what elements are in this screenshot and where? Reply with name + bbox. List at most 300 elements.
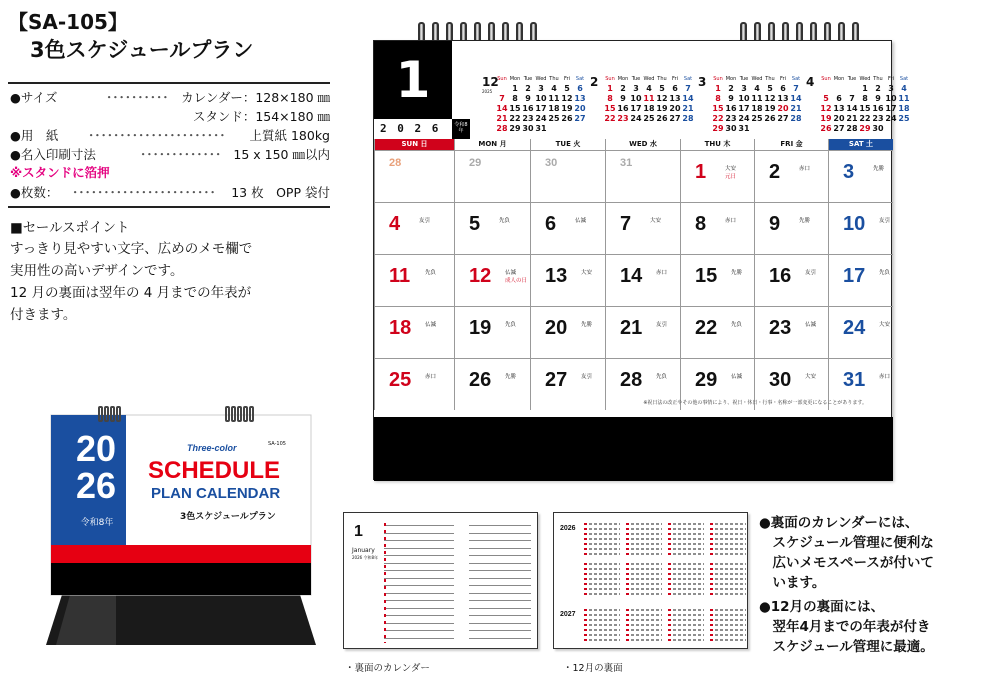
caption-december-back: ・12月の裏面: [563, 663, 623, 674]
mini-weekday: Thu: [549, 76, 559, 82]
memo-line: [384, 525, 454, 526]
leader-dots: ･･････････････････････: [88, 128, 226, 143]
rokuyo-label: 赤口: [725, 218, 737, 224]
mini-day: 3: [633, 84, 639, 93]
mini-day: 4: [754, 84, 760, 93]
bullet-year-table: ●12月の裏面には、 翌年4月までの年表が付き スケジュール管理に最適。: [759, 599, 934, 655]
back-calendar-thumbnail: [343, 512, 538, 649]
year-table-sunday: [710, 563, 713, 595]
desk-year: [66, 430, 126, 504]
mini-day: 5: [767, 84, 773, 93]
desk-plan-title: PLAN CALENDAR: [151, 485, 281, 502]
year-table-month: [710, 609, 746, 641]
weekday-header-cell: SAT 土: [828, 139, 893, 150]
day-number: 12: [469, 265, 492, 287]
rokuyo-label: 友引: [805, 270, 817, 276]
mini-day: 14: [790, 94, 802, 103]
memo-line: [384, 608, 454, 609]
bullet-memo-space: ●裏面のカレンダーには、 スケジュール管理に便利な 広いメモスペースが付いて います。: [759, 515, 934, 591]
mini-day: 31: [535, 124, 547, 133]
mini-month-number: 2: [590, 75, 599, 89]
mini-day: 26: [656, 114, 668, 123]
mini-day: 12: [764, 94, 776, 103]
rokuyo-label: 先負: [879, 270, 891, 276]
memo-line: [469, 578, 531, 579]
mini-day: 5: [564, 84, 570, 93]
day-cell: [680, 202, 754, 254]
memo-line: [469, 638, 531, 639]
mini-day: 14: [846, 104, 858, 113]
mini-day: 29: [509, 124, 521, 133]
day-cell: [605, 202, 680, 254]
mini-day: 10: [630, 94, 642, 103]
mini-day: 3: [538, 84, 544, 93]
weekday-header-cell: FRI 金: [754, 139, 828, 150]
holiday-marker: [384, 523, 386, 643]
mini-day: 9: [525, 94, 531, 103]
rokuyo-label: 先負: [499, 218, 511, 224]
year-table-month: [626, 609, 662, 641]
day-number: 21: [620, 317, 643, 339]
mini-day: 23: [522, 114, 534, 123]
day-number: 24: [843, 317, 866, 339]
memo-line: [384, 563, 454, 564]
thumb-year-2026: 2026: [560, 525, 576, 532]
mini-day: 28: [682, 114, 694, 123]
mini-day: 2: [620, 84, 626, 93]
day-cell: [530, 150, 605, 202]
memo-line: [469, 533, 531, 534]
rokuyo-label: 仏滅: [805, 322, 817, 328]
year-table-month: [584, 563, 620, 595]
mini-weekday: Sun: [497, 76, 507, 82]
mini-day: 9: [728, 94, 734, 103]
mini-day: 30: [522, 124, 534, 133]
mini-weekday: Sat: [791, 76, 801, 82]
day-cell: [754, 306, 828, 358]
mini-weekday: Fri: [672, 76, 678, 82]
rokuyo-label: 大安: [581, 270, 593, 276]
day-number: 11: [389, 265, 411, 287]
mini-day: 16: [872, 104, 884, 113]
mini-day: 17: [630, 104, 642, 113]
day-cell: [754, 202, 828, 254]
memo-line: [469, 600, 531, 601]
spec-print-value: 15 x 150 ㎜以内: [233, 147, 330, 162]
mini-day: 13: [777, 94, 789, 103]
mini-weekday: Thu: [765, 76, 775, 82]
day-cell: [374, 202, 454, 254]
mini-day: 19: [764, 104, 776, 113]
year-table-sunday: [584, 523, 587, 555]
mini-day: 2: [525, 84, 531, 93]
mini-day: 29: [859, 124, 871, 133]
bottom-black-band: [374, 417, 893, 481]
year-table-sunday: [668, 563, 671, 595]
mini-day: 24: [738, 114, 750, 123]
mini-day: 21: [682, 104, 694, 113]
era-label: 令和8年: [452, 119, 470, 139]
thumb-month-en: January: [352, 547, 375, 554]
memo-line: [384, 593, 454, 594]
memo-line: [384, 585, 454, 586]
desk-jp-name: 3色スケジュールプラン: [180, 512, 276, 522]
mini-day: 3: [888, 84, 894, 93]
weekday-header-cell: WED 水: [605, 139, 680, 150]
mini-day: 10: [885, 94, 897, 103]
mini-day: 7: [499, 94, 505, 103]
mini-day: 18: [898, 104, 910, 113]
mini-weekday: Mon: [725, 76, 737, 82]
year-table-sunday: [626, 523, 629, 555]
mini-weekday: Fri: [888, 76, 894, 82]
year-table-sunday: [710, 609, 713, 641]
mini-year: 2025: [482, 89, 493, 94]
rokuyo-label: 先負: [425, 270, 437, 276]
day-number: 19: [469, 317, 492, 339]
spec-paper-label: ●用 紙: [10, 128, 59, 143]
mini-day: 7: [793, 84, 799, 93]
mini-day: 28: [790, 114, 802, 123]
mini-day: 6: [780, 84, 786, 93]
mini-day: 18: [643, 104, 655, 113]
rokuyo-label: 友引: [879, 218, 891, 224]
month-number: 1: [374, 41, 452, 119]
day-cell: [454, 306, 530, 358]
thumb-year-2027: 2027: [560, 611, 576, 618]
day-number: 29: [695, 369, 718, 391]
mini-day: 4: [901, 84, 907, 93]
mini-weekday: Sun: [821, 76, 831, 82]
mini-weekday: Tue: [523, 76, 533, 82]
mini-day: 26: [561, 114, 573, 123]
mini-day: 22: [712, 114, 724, 123]
memo-line: [384, 578, 454, 579]
day-number: 28: [389, 157, 402, 169]
mini-day: 4: [646, 84, 652, 93]
mini-day: 25: [898, 114, 910, 123]
mini-day: 11: [751, 94, 763, 103]
mini-day: 18: [548, 104, 560, 113]
mini-day: 8: [607, 94, 613, 103]
day-number: 14: [620, 265, 643, 287]
day-number: 10: [843, 213, 866, 235]
mini-day: 27: [833, 124, 845, 133]
day-cell: [454, 202, 530, 254]
mini-day: 7: [685, 84, 691, 93]
rokuyo-label: 赤口: [425, 374, 437, 380]
day-number: 1: [695, 161, 707, 183]
mini-day: 12: [820, 104, 832, 113]
mini-day: 1: [607, 84, 613, 93]
mini-day: 25: [548, 114, 560, 123]
day-number: 26: [469, 369, 492, 391]
memo-line: [469, 555, 531, 556]
memo-line: [384, 630, 454, 631]
sales-heading: ■セールスポイント: [10, 220, 130, 236]
mini-day: 6: [672, 84, 678, 93]
day-number: 23: [769, 317, 792, 339]
memo-line: [384, 570, 454, 571]
mini-weekday: Wed: [643, 76, 655, 82]
rokuyo-label: 赤口: [799, 166, 811, 172]
day-number: 16: [769, 265, 792, 287]
year-table-sunday: [710, 523, 713, 555]
mini-day: 11: [643, 94, 655, 103]
rokuyo-label: 先負: [505, 322, 517, 328]
december-back-thumbnail: [553, 512, 748, 649]
year-table-sunday: [626, 563, 629, 595]
memo-line: [384, 540, 454, 541]
mini-day: 26: [820, 124, 832, 133]
mini-day: 1: [715, 84, 721, 93]
mini-day: 13: [669, 94, 681, 103]
spec-size-label: ●サイズ: [10, 90, 58, 105]
day-cell: [374, 254, 454, 306]
mini-day: 27: [669, 114, 681, 123]
year-table-sunday: [626, 609, 629, 641]
mini-weekday: Sat: [899, 76, 909, 82]
mini-day: 6: [577, 84, 583, 93]
mini-day: 10: [738, 94, 750, 103]
product-name: 3色スケジュールプラン: [30, 38, 254, 62]
day-number: 9: [769, 213, 781, 235]
memo-line: [384, 600, 454, 601]
day-number: 7: [620, 213, 632, 235]
mini-day: 22: [604, 114, 616, 123]
desk-code: SA-105: [268, 441, 286, 447]
day-number: 25: [389, 369, 412, 391]
year-table-month: [710, 523, 746, 555]
rokuyo-label: 大安: [879, 322, 891, 328]
mini-day: 5: [823, 94, 829, 103]
rokuyo-label: 先勝: [731, 270, 743, 276]
memo-line: [469, 570, 531, 571]
mini-day: 20: [574, 104, 586, 113]
day-cell: [605, 306, 680, 358]
memo-line: [469, 525, 531, 526]
day-number: 17: [843, 265, 866, 287]
mini-day: 25: [643, 114, 655, 123]
desk-schedule-title: SCHEDULE: [148, 457, 281, 484]
mini-day: 30: [725, 124, 737, 133]
mini-day: 23: [725, 114, 737, 123]
memo-line: [469, 630, 531, 631]
mini-day: 31: [738, 124, 750, 133]
mini-calendar: [698, 75, 802, 135]
mini-day: 13: [833, 104, 845, 113]
year-table-month: [584, 609, 620, 641]
mini-day: 21: [496, 114, 508, 123]
day-number: 31: [620, 157, 633, 169]
main-calendar: [373, 40, 910, 480]
day-cell: [374, 358, 454, 410]
mini-day: 17: [885, 104, 897, 113]
mini-day: 24: [535, 114, 547, 123]
mini-day: 11: [898, 94, 910, 103]
mini-day: 30: [872, 124, 884, 133]
day-cell: [680, 254, 754, 306]
day-number: 13: [545, 265, 568, 287]
leader-dots: ･･････････: [106, 90, 169, 105]
rokuyo-label: 友引: [419, 218, 431, 224]
mini-day: 18: [751, 104, 763, 113]
spec-print-label: ●名入印刷寸法: [10, 147, 96, 162]
mini-day: 20: [669, 104, 681, 113]
mini-day: 29: [712, 124, 724, 133]
mini-day: 8: [715, 94, 721, 103]
mini-weekday: Tue: [739, 76, 749, 82]
memo-line: [469, 540, 531, 541]
rokuyo-label: 仏滅: [731, 374, 743, 380]
weekday-header-cell: SUN 日: [374, 139, 454, 150]
mini-day: 24: [885, 114, 897, 123]
mini-weekday: Mon: [617, 76, 629, 82]
mini-day: 8: [862, 94, 868, 103]
mini-month-number: 12: [482, 75, 499, 89]
year-table-month: [584, 523, 620, 555]
memo-line: [384, 548, 454, 549]
mini-day: 14: [496, 104, 508, 113]
mini-weekday: Sat: [683, 76, 693, 82]
rokuyo-label: 仏滅: [505, 270, 517, 276]
mini-day: 16: [725, 104, 737, 113]
leader-dots: ･････････････: [140, 147, 222, 162]
year-table-month: [668, 563, 704, 595]
memo-line: [469, 623, 531, 624]
rokuyo-label: 仏滅: [575, 218, 587, 224]
mini-day: 16: [522, 104, 534, 113]
day-number: 2: [769, 161, 781, 183]
holiday-label: 元日: [725, 174, 737, 180]
day-number: 27: [545, 369, 568, 391]
holiday-note: ※祝日法の改正やその他の事情により、祝日・休日・行事・名称が一部変更になることがあります。: [643, 400, 867, 406]
desk-calendar-photo: [38, 405, 328, 655]
memo-line: [469, 593, 531, 594]
mini-day: 13: [574, 94, 586, 103]
memo-line: [469, 615, 531, 616]
mini-weekday: Thu: [657, 76, 667, 82]
mini-day: 21: [846, 114, 858, 123]
mini-day: 9: [875, 94, 881, 103]
day-cell: [605, 254, 680, 306]
holiday-label: 成人の日: [505, 278, 528, 284]
mini-day: 10: [535, 94, 547, 103]
day-cell: [828, 306, 893, 358]
weekday-header-cell: THU 木: [680, 139, 754, 150]
mini-day: 1: [862, 84, 868, 93]
rokuyo-label: 友引: [581, 374, 593, 380]
mini-weekday: Wed: [859, 76, 871, 82]
thumb-year: 2026 令和8年: [352, 555, 378, 560]
mini-day: 9: [620, 94, 626, 103]
desk-year-bottom: 26: [75, 465, 117, 506]
rokuyo-label: 赤口: [879, 374, 891, 380]
day-number: 8: [695, 213, 707, 235]
mini-day: 25: [751, 114, 763, 123]
mini-day: 15: [712, 104, 724, 113]
desk-year-top: 20: [75, 428, 117, 469]
memo-line: [469, 608, 531, 609]
mini-day: 11: [548, 94, 560, 103]
mini-day: 8: [512, 94, 518, 103]
rokuyo-label: 赤口: [656, 270, 668, 276]
mini-day: 7: [849, 94, 855, 103]
mini-day: 12: [561, 94, 573, 103]
day-cell: [828, 202, 893, 254]
mini-day: 16: [617, 104, 629, 113]
day-number: 15: [695, 265, 718, 287]
day-number: 29: [469, 157, 482, 169]
mini-month-number: 4: [806, 75, 815, 89]
mini-weekday: Wed: [535, 76, 547, 82]
day-cell: [454, 254, 530, 306]
memo-line: [384, 555, 454, 556]
day-number: 22: [695, 317, 718, 339]
leader-dots: ･･･････････････････････: [72, 185, 216, 200]
rokuyo-label: 友引: [656, 322, 668, 328]
weekday-header-cell: TUE 火: [530, 139, 605, 150]
day-cell: [680, 150, 754, 202]
mini-weekday: Mon: [509, 76, 521, 82]
rokuyo-label: 大安: [805, 374, 817, 380]
day-number: 30: [769, 369, 792, 391]
mini-day: 5: [659, 84, 665, 93]
day-cell: [530, 358, 605, 410]
mini-day: 2: [728, 84, 734, 93]
mini-month-number: 3: [698, 75, 707, 89]
day-cell: [454, 358, 530, 410]
day-cell: [530, 254, 605, 306]
mini-day: 19: [656, 104, 668, 113]
mini-weekday: Mon: [833, 76, 845, 82]
rokuyo-label: 先負: [731, 322, 743, 328]
year-table-sunday: [668, 609, 671, 641]
year-table-month: [626, 523, 662, 555]
mini-day: 24: [630, 114, 642, 123]
weekday-header: [374, 139, 893, 150]
mini-day: 6: [836, 94, 842, 103]
mini-day: 1: [512, 84, 518, 93]
day-number: 4: [389, 213, 401, 235]
rokuyo-label: 先負: [656, 374, 668, 380]
mini-day: 28: [846, 124, 858, 133]
day-number: 20: [545, 317, 568, 339]
year-table-month: [626, 563, 662, 595]
mini-day: 19: [820, 114, 832, 123]
day-cell: [680, 306, 754, 358]
mini-weekday: Wed: [751, 76, 763, 82]
mini-day: 15: [604, 104, 616, 113]
mini-weekday: Sun: [713, 76, 723, 82]
spec-sheets-value: 13 枚 OPP 袋付: [231, 185, 330, 200]
mini-day: 22: [509, 114, 521, 123]
emboss-note: ※スタンドに箔押: [10, 165, 110, 180]
mini-day: 22: [859, 114, 871, 123]
day-cell: [754, 254, 828, 306]
rokuyo-label: 大安: [725, 166, 737, 172]
caption-back-calendar: ・裏面のカレンダー: [345, 663, 430, 674]
mini-calendar: [806, 75, 910, 135]
mini-weekday: Fri: [780, 76, 786, 82]
day-number: 31: [843, 369, 866, 391]
product-code: 【SA-105】: [8, 10, 128, 34]
day-cell: [530, 306, 605, 358]
memo-line: [384, 533, 454, 534]
year-table-sunday: [584, 563, 587, 595]
day-number: 18: [389, 317, 412, 339]
year-table-month: [668, 523, 704, 555]
